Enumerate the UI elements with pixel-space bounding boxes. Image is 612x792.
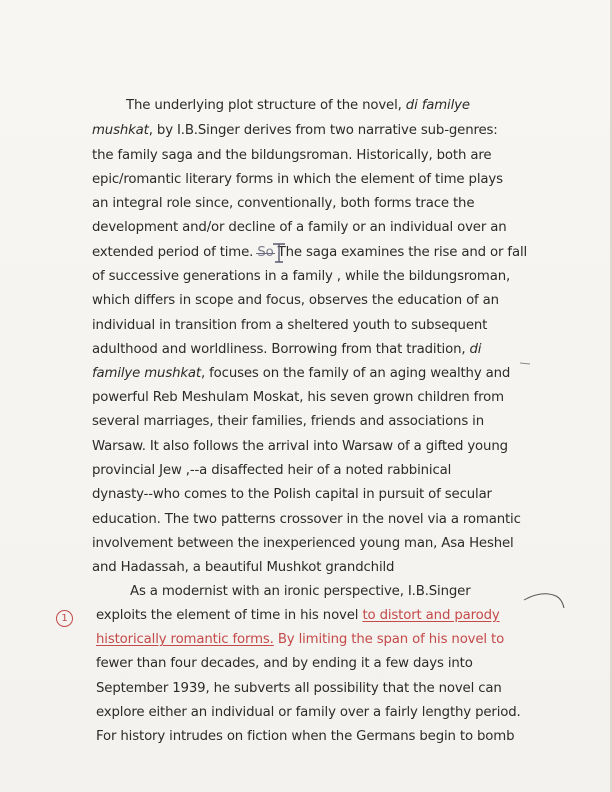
p2-line-2 xyxy=(96,608,500,624)
p1-line-7 xyxy=(92,245,527,261)
insertion-caret-icon xyxy=(272,242,286,264)
p2-line-3-text: By limiting the span of his novel to xyxy=(273,632,505,647)
p1-line-14: several marriages, their families, friends and associations in xyxy=(92,414,485,429)
p1-line-15: Warsaw. It also follows the arrival into Warsaw of a gifted young xyxy=(92,439,508,454)
p1-line-9: which differs in scope and focus, observes the education of an xyxy=(92,293,499,308)
p1-line-13: powerful Reb Meshulam Moskat, his seven grown children from xyxy=(92,390,504,405)
p1-line-19: involvement between the inexperienced young man, Asa Heshel xyxy=(92,536,514,551)
novel-title-italic-cont: mushkat xyxy=(92,123,149,138)
red-underlined-phrase-cont: historically romantic forms. xyxy=(96,632,274,647)
p1-line-12 xyxy=(92,366,510,382)
p2-line-7: For history intrudes on fiction when the Germans begin to bomb xyxy=(96,729,515,744)
p1-line-12-text: , focuses on the family of an aging wealthy and xyxy=(201,366,511,381)
novel-title-italic-2-cont: familye mushkat xyxy=(92,366,201,381)
red-underlined-phrase: to distort and parody xyxy=(362,608,500,623)
p1-line-4: epic/romantic literary forms in which the element of time plays xyxy=(92,172,503,187)
p1-line-16: provincial Jew ,--a disaffected heir of a noted rabbinical xyxy=(92,463,452,478)
margin-annotation-number: 1 xyxy=(56,610,73,627)
p1-line-10: individual in transition from a sheltered youth to subsequent xyxy=(92,318,488,333)
p1-line-1-text: The underlying plot structure of the novel, xyxy=(126,98,406,113)
p1-line-18: education. The two patterns crossover in the novel via a romantic xyxy=(92,512,521,527)
p2-line-1: As a modernist with an ironic perspective, I.B.Singer xyxy=(130,584,471,599)
p1-line-1 xyxy=(126,98,470,114)
p1-line-11 xyxy=(92,342,481,358)
novel-title-italic: di familye xyxy=(405,98,470,113)
p1-line-5: an integral role since, conventionally, both forms trace the xyxy=(92,196,475,211)
p1-line-6: development and/or decline of a family or an individual over an xyxy=(92,220,507,235)
novel-title-italic-2: di xyxy=(469,342,482,357)
margin-curve-mark-icon xyxy=(522,590,566,612)
p1-line-8: of successive generations in a family , while the bildungsroman, xyxy=(92,269,511,284)
p2-line-5: September 1939, he subverts all possibility that the novel can xyxy=(96,681,502,696)
p1-line-7-text: extended period of time. xyxy=(92,245,258,260)
p2-line-3 xyxy=(96,632,504,648)
p2-line-4: fewer than four decades, and by ending it a few days into xyxy=(96,656,473,671)
p1-line-2 xyxy=(92,123,498,139)
p1-line-11-text: adulthood and worldliness. Borrowing from that tradition, xyxy=(92,342,470,357)
p1-line-2-text: , by I.B.Singer derives from two narrative sub-genres: xyxy=(148,123,498,138)
p1-line-7-rest: The saga examines the rise and or fall xyxy=(273,245,528,260)
p1-line-17: dynasty--who comes to the Polish capital in pursuit of secular xyxy=(92,487,492,502)
p1-line-20: and Hadassah, a beautiful Mushkot grandchild xyxy=(92,560,395,575)
struck-word: So xyxy=(257,245,274,260)
p2-line-2-text: exploits the element of time in his novel xyxy=(96,608,363,623)
p1-line-3: the family saga and the bildungsroman. Historically, both are xyxy=(92,148,492,163)
p2-line-6: explore either an individual or family over a fairly lengthy period. xyxy=(96,705,521,720)
margin-tick-mark-icon xyxy=(520,360,530,366)
